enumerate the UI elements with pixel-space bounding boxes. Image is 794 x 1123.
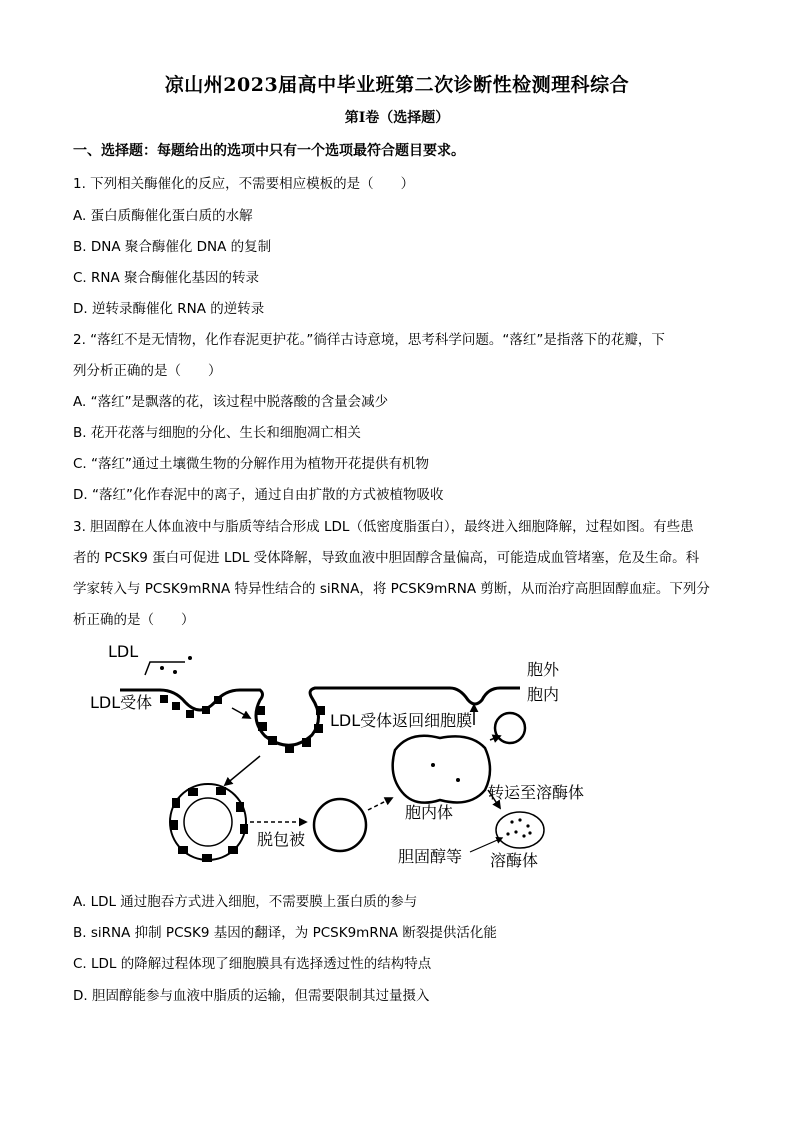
endosome-dot bbox=[431, 763, 435, 767]
section-subtitle: 第Ⅰ卷（选择题） bbox=[344, 110, 450, 126]
q2-option-a: A. “落红”是飘落的花，该过程中脱落酸的含量会减少 bbox=[73, 394, 389, 410]
ldl-particle bbox=[145, 662, 185, 675]
q1-option-b: B. DNA 聚合酶催化 DNA 的复制 bbox=[73, 239, 272, 255]
q3-stem-line4: 析正确的是（ ） bbox=[73, 612, 195, 628]
arrow-to-coated-vesicle bbox=[225, 756, 260, 785]
q2-option-b: B. 花开花落与细胞的分化、生长和细胞凋亡相关 bbox=[73, 425, 361, 441]
ldl-endocytosis-diagram bbox=[90, 640, 620, 880]
q3-option-d: D. 胆固醇能参与血液中脂质的运输，但需要限制其过量摄入 bbox=[73, 988, 430, 1004]
q2-option-c: C. “落红”通过土壤微生物的分解作用为植物开花提供有机物 bbox=[73, 456, 429, 472]
label-to-lysosome: 转运至溶酶体 bbox=[488, 783, 585, 802]
section-heading: 一、选择题：每题给出的选项中只有一个选项最符合题目要求。 bbox=[73, 143, 465, 159]
arrow-to-endosome bbox=[368, 798, 392, 810]
label-endosome: 胞内体 bbox=[405, 803, 454, 822]
label-receptor-return: LDL受体返回细胞膜 bbox=[330, 711, 473, 730]
q2-stem-line1: 2. “落红不是无情物，化作春泥更护花。”徜徉古诗意境，思考科学问题。“落红”是指落下的花瓣，下 bbox=[73, 332, 665, 348]
label-cholesterol: 胆固醇等 bbox=[398, 847, 463, 866]
q3-option-c: C. LDL 的降解过程体现了细胞膜具有选择透过性的结构特点 bbox=[73, 956, 432, 972]
uncoated-vesicle bbox=[314, 799, 366, 851]
label-ldl: LDL bbox=[108, 642, 139, 661]
ldl-dot bbox=[173, 670, 177, 674]
label-lysosome: 溶酶体 bbox=[490, 851, 539, 870]
forming-vesicle-coat bbox=[256, 706, 325, 753]
q2-option-d: D. “落红”化作春泥中的离子，通过自由扩散的方式被植物吸收 bbox=[73, 487, 444, 503]
q3-option-b: B. siRNA 抑制 PCSK9 基因的翻译，为 PCSK9mRNA 断裂提供活化能 bbox=[73, 925, 497, 941]
q3-option-a: A. LDL 通过胞吞方式进入细胞，不需要膜上蛋白质的参与 bbox=[73, 894, 418, 910]
label-inside: 胞内 bbox=[527, 685, 560, 704]
lysosome-contents bbox=[506, 818, 531, 837]
q2-stem-line2: 列分析正确的是（ ） bbox=[73, 363, 222, 379]
q3-stem-line2: 者的 PCSK9 蛋白可促进 LDL 受体降解，导致血液中胆固醇含量偏高，可能造成血管堵塞，危及生命。科 bbox=[73, 550, 700, 566]
recycling-vesicle bbox=[495, 713, 525, 743]
arrow-to-pit bbox=[232, 708, 250, 718]
endosome-dot bbox=[456, 778, 460, 782]
q1-option-d: D. 逆转录酶催化 RNA 的逆转录 bbox=[73, 301, 265, 317]
endosome bbox=[393, 736, 490, 803]
lysosome bbox=[496, 812, 544, 848]
q3-stem-line3: 学家转入与 PCSK9mRNA 特异性结合的 siRNA，将 PCSK9mRNA 剪断，从而治疗高胆固醇血症。下列分 bbox=[73, 581, 710, 597]
ldl-dot bbox=[188, 656, 192, 660]
q3-stem-line1: 3. 胆固醇在人体血液中与脂质等结合形成 LDL（低密度脂蛋白），最终进入细胞降解，过程如图。有些患 bbox=[73, 519, 694, 535]
label-ldl-receptor: LDL受体 bbox=[90, 693, 153, 712]
arrow-cholesterol bbox=[470, 838, 502, 852]
label-uncoat: 脱包被 bbox=[257, 830, 306, 849]
coated-vesicle-inner bbox=[184, 798, 232, 846]
q1-option-a: A. 蛋白质酶催化蛋白质的水解 bbox=[73, 208, 253, 224]
q1-stem: 1. 下列相关酶催化的反应，不需要相应模板的是（ ） bbox=[73, 176, 415, 192]
ldl-dot bbox=[160, 666, 164, 670]
label-outside: 胞外 bbox=[527, 660, 560, 679]
page-title: 凉山州2023届高中毕业班第二次诊断性检测理科综合 bbox=[164, 74, 630, 96]
q1-option-c: C. RNA 聚合酶催化基因的转录 bbox=[73, 270, 260, 286]
